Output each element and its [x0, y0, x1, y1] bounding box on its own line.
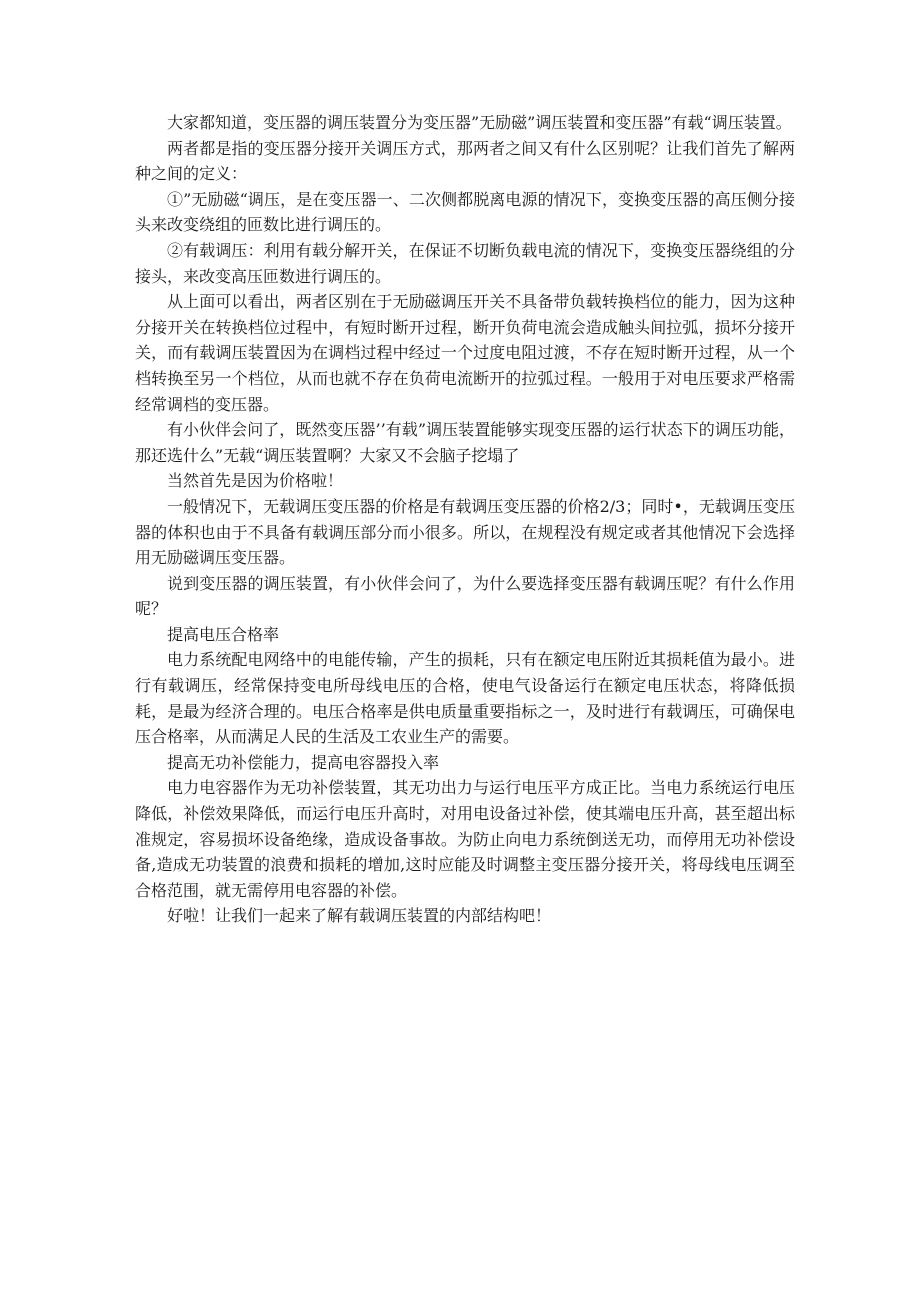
paragraph-price: 当然首先是因为价格啦！: [167, 471, 344, 491]
paragraph-closing: 好啦！让我们一起来了解有载调压装置的内部结构吧！: [167, 906, 552, 926]
heading-reactive-compensation: 提高无功补偿能力，提高电容器投入率: [167, 752, 440, 772]
paragraph-reactive-compensation: 电力电容器作为无功补偿装置，其无功出力与运行电压平方成正比。当电力系统运行电压降低，补偿效果降低，而运行电压升高时，对用电设备过补偿，使其端电压升高，甚至超出标准规定，容易损坏设备绝缘，造成设备事故。为防止向电力系统倒送无功，而停用无功补偿设备,造成无功装置的浪费和损耗的增加,这时应能及时调整主变压器分接开关，将母线电压调至合格范围，就无需停用电容器的补偿。: [135, 778, 795, 900]
paragraph-voltage-qualification: 电力系统配电网络中的电能传输，产生的损耗，只有在额定电压附近其损耗值为最小。进行有载调压，经常保持变电所母线电压的合格，使电气设备运行在额定电压状态，将降低损耗，是最为经济合理的。电压合格率是供电质量重要指标之一，及时进行有载调压，可确保电压合格率，从而满足人民的生活及工农业生产的需要。: [135, 650, 795, 747]
paragraph-why-no-load: 有小伙伴会问了，既然变压器’’有载”调压装置能够实现变压器的运行状态下的调压功能，那还选什么”无载“调压装置啊？大家又不会脑子挖塌了: [135, 420, 795, 465]
document-body: [135, 110, 795, 929]
paragraph-definition-no-excitation: ①”无励磁“调压，是在变压器一、二次侧都脱离电源的情况下，变换变压器的高压侧分接头来改变绕组的匝数比进行调压的。: [135, 189, 795, 235]
paragraph-price-detail: 一般情况下，无载调压变压器的价格是有载调压变压器的价格2/3；同时•，无载调压变压器的体积也由于不具备有载调压部分而小很多。所以，在规程没有规定或者其他情况下会选择用无励磁调压变压器。: [135, 496, 795, 568]
paragraph-difference: 从上面可以看出，两者区别在于无励磁调压开关不具备带负载转换档位的能力，因为这种分接开关在转换档位过程中，有短时断开过程，断开负荷电流会造成触头间拉弧，损坏分接开关，而有载调压装置因为在调档过程中经过一个过度电阻过渡，不存在短时断开过程，从一个档转换至另一个档位，从而也就不存在负荷电流断开的拉弧过程。一般用于对电压要求严格需经常调档的变压器。: [135, 292, 795, 414]
paragraph-question: 两者都是指的变压器分接开关调压方式，那两者之间又有什么区别呢？让我们首先了解两种之间的定义：: [135, 138, 795, 184]
heading-voltage-qualification: 提高电压合格率: [167, 624, 280, 644]
paragraph-why-on-load: 说到变压器的调压装置，有小伙伴会问了，为什么要选择变压器有载调压呢？有什么作用呢？: [135, 573, 795, 619]
paragraph-definition-on-load: ②有载调压：利用有载分解开关，在保证不切断负载电流的情况下，变换变压器绕组的分接头，来改变高压匝数进行调压的。: [135, 240, 795, 286]
paragraph-intro: 大家都知道，变压器的调压装置分为变压器”无励磁”调压装置和变压器”有载“调压装置。: [167, 113, 792, 132]
